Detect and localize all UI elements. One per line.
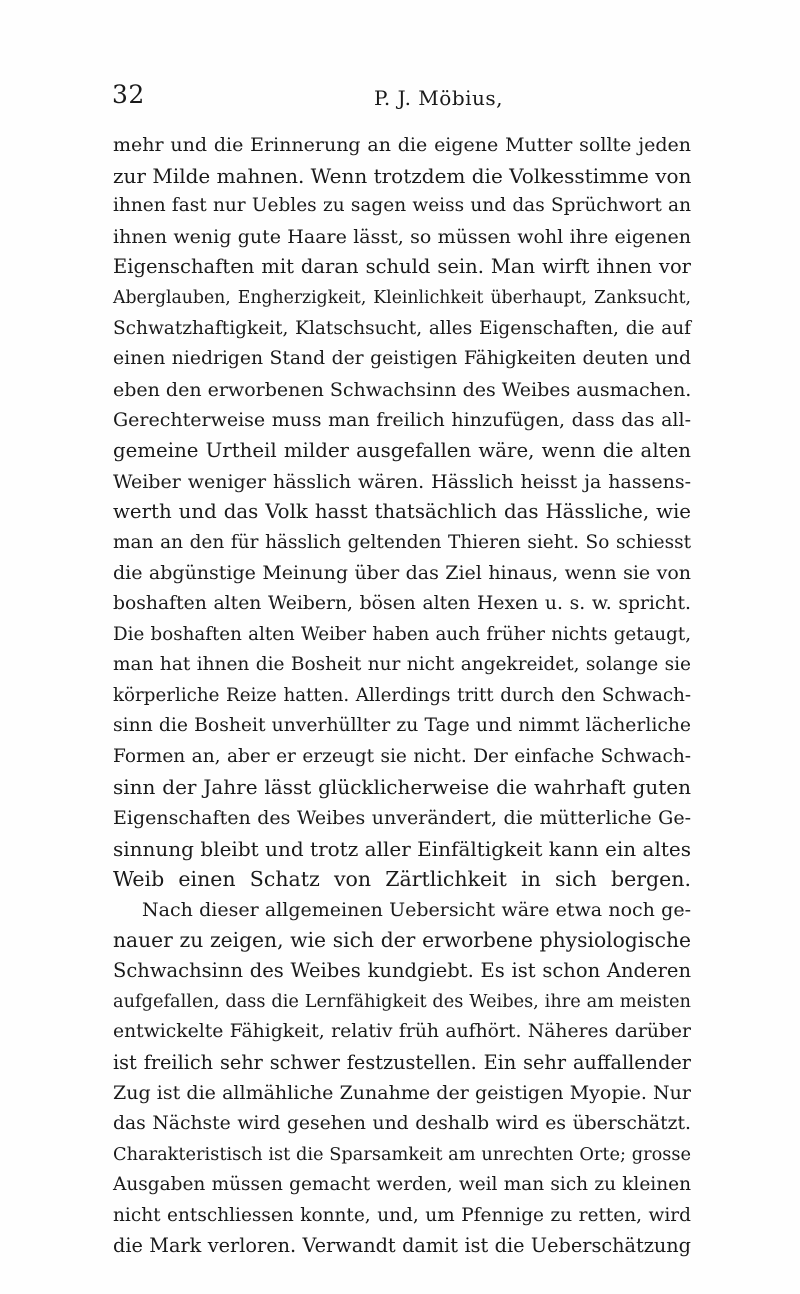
text-line: aufgefallen, dass die Lernfähigkeit des Weibes, ihre am meisten [113,991,691,1012]
text-line: Gerechterweise muss man freilich hinzufügen, dass das all- [113,409,691,432]
text-line: sinn die Bosheit unverhüllter zu Tage und nimmt lächerliche [113,715,691,737]
running-head: P. J. Möbius, [374,86,504,110]
text-line: boshaften alten Weibern, bösen alten Hexen u. s. w. spricht. [113,592,691,614]
text-line: man an den für hässlich geltenden Thieren sieht. So schiesst [113,531,691,553]
text-line: mehr und die Erinnerung an die eigene Mutter sollte jeden [113,134,691,156]
text-line: Formen an, aber er erzeugt sie nicht. Der einfache Schwach- [113,745,691,767]
text-line: man hat ihnen die Bosheit nur nicht angekreidet, solange sie [113,654,691,676]
text-line: Charakteristisch ist die Sparsamkeit am unrechten Orte; grosse [113,1144,691,1165]
text-line: nicht entschliessen konnte, und, um Pfennige zu retten, wird [113,1204,691,1226]
text-line: werth und das Volk hasst thatsächlich das Hässliche, wie [113,500,691,524]
text-line: sinn der Jahre lässt glücklicherweise die wahrhaft guten [113,775,691,800]
text-line: nauer zu zeigen, wie sich der erworbene physiologische [113,928,691,953]
text-line: Eigenschaften mit daran schuld sein. Man wirft ihnen vor [113,255,691,279]
page-number: 32 [112,80,145,109]
text-line: Nach dieser allgemeinen Uebersicht wäre etwa noch ge- [142,898,691,921]
text-line: Die boshaften alten Weiber haben auch früher nichts getaugt, [113,623,691,645]
text-line: Aberglauben, Engherzigkeit, Kleinlichkeit überhaupt, Zanksucht, [113,287,691,308]
text-line: Weiber weniger hässlich wären. Hässlich heisst ja hassens- [113,470,691,493]
text-line: die Mark verloren. Verwandt damit ist die Ueberschätzung [113,1234,691,1258]
text-line: Schwachsinn des Weibes kundgiebt. Es ist schon Anderen [113,959,691,983]
text-line: Eigenschaften des Weibes unverändert, die mütterliche Ge- [113,807,691,830]
text-line: eben den erworbenen Schwachsinn des Weibes ausmachen. [113,378,692,401]
text-line: ihnen fast nur Uebles zu sagen weiss und das Sprüchwort an [113,195,691,217]
text-line: ihnen wenig gute Haare lässt, so müssen wohl ihre eigenen [113,225,691,248]
text-line: Weib einen Schatz von Zärtlichkeit in sich bergen. [113,867,691,892]
body-text [113,130,691,1262]
text-line: die abgünstige Meinung über das Ziel hinaus, wenn sie von [113,562,691,585]
text-line: Zug ist die allmähliche Zunahme der geistigen Myopie. Nur [113,1082,691,1105]
text-line: körperliche Reize hatten. Allerdings tritt durch den Schwach- [113,684,691,706]
text-line: gemeine Urtheil milder ausgefallen wäre, wenn die alten [113,438,691,462]
page-header [112,80,692,120]
text-line: Schwatzhaftigkeit, Klatschsucht, alles Eigenschaften, die auf [113,317,691,339]
text-line: einen niedrigen Stand der geistigen Fähigkeiten deuten und [113,348,691,370]
text-line: entwickelte Fähigkeit, relativ früh aufhört. Näheres darüber [113,1021,691,1043]
text-line: sinnung bleibt und trotz aller Einfältigkeit kann ein altes [113,836,691,861]
text-line: Ausgaben müssen gemacht werden, weil man sich zu kleinen [113,1174,691,1196]
text-line: das Nächste wird gesehen und deshalb wird es überschätzt. [113,1113,691,1134]
paragraph [113,130,691,895]
text-line: zur Milde mahnen. Wenn trotzdem die Volkesstimme von [113,163,692,188]
paragraph [113,895,691,1262]
text-line: ist freilich sehr schwer festzustellen. Ein sehr auffallender [113,1050,691,1074]
